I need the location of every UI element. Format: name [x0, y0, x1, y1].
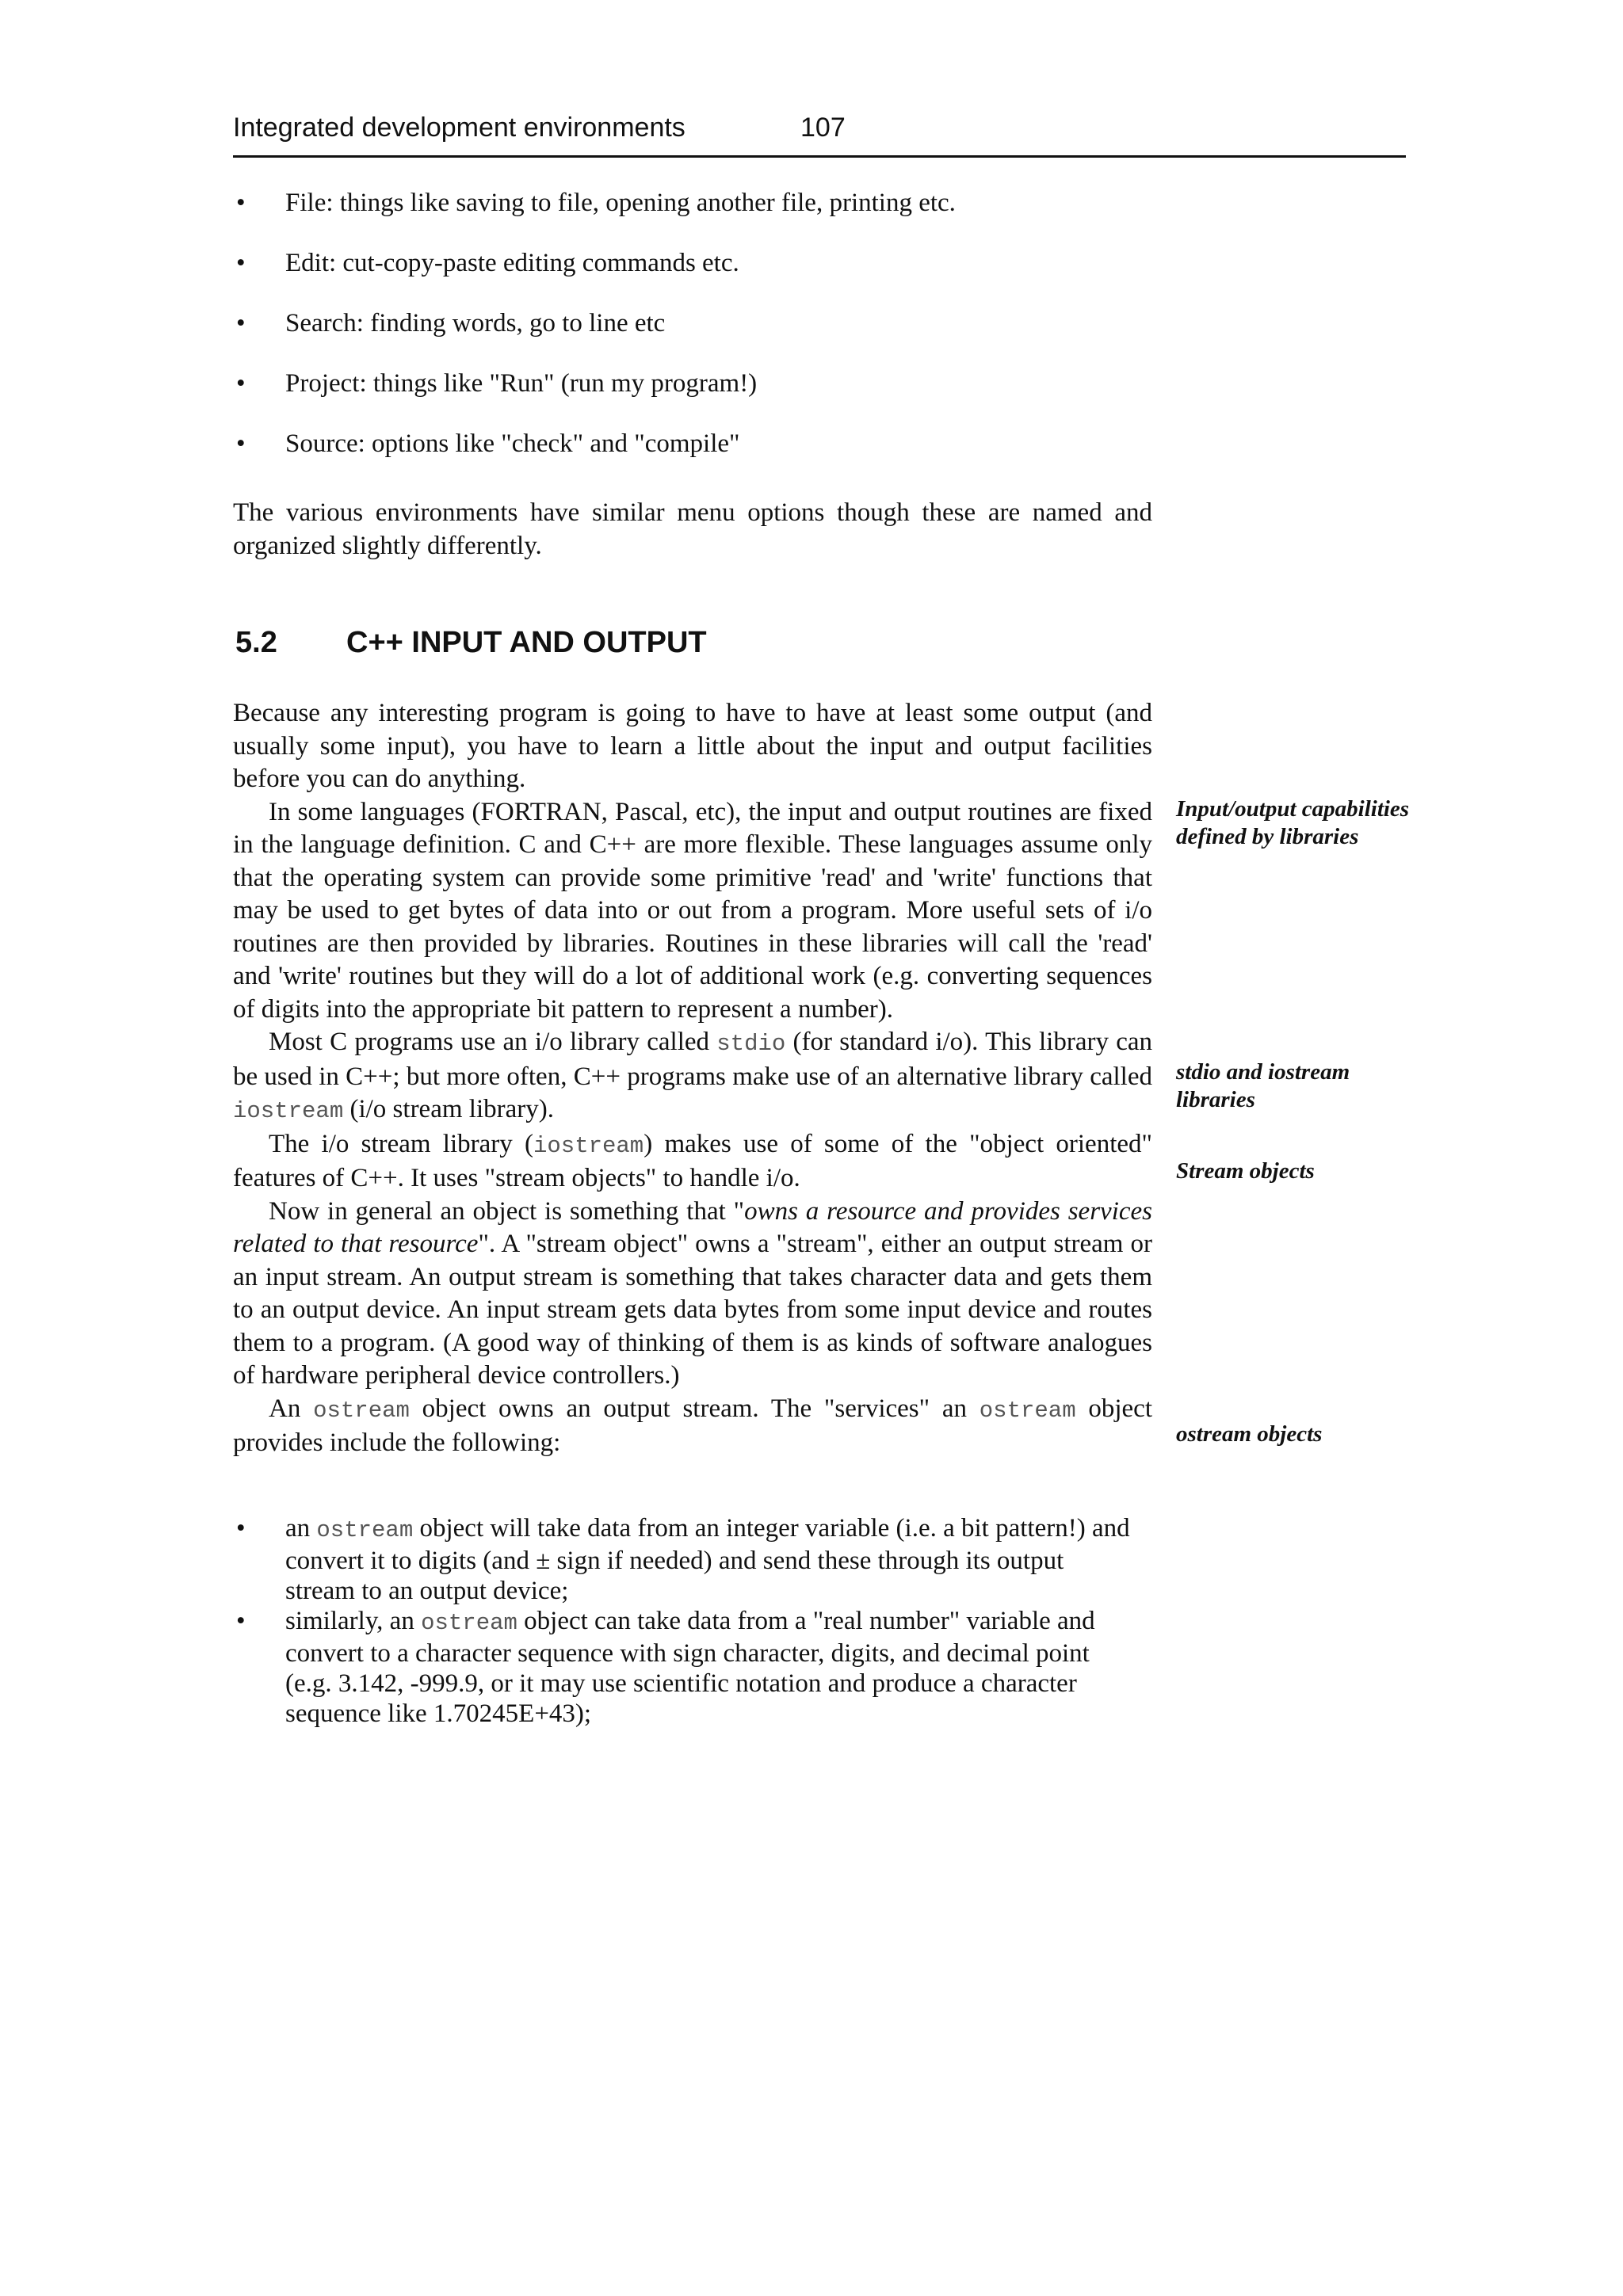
- code-ostream: ostream: [979, 1397, 1076, 1424]
- bullet-symbol: •: [236, 189, 246, 217]
- bullet-symbol: •: [236, 429, 246, 458]
- bullet-symbol: •: [236, 249, 246, 277]
- list-item-text: Edit: cut-copy-paste editing commands etc.: [285, 249, 739, 277]
- bullet-symbol: •: [236, 309, 246, 338]
- bullet-symbol: •: [236, 1607, 246, 1635]
- list-item: [233, 247, 1205, 280]
- intro-paragraph: The various environments have similar menu options though these are named and organized slightly differently.: [233, 498, 1152, 560]
- list-item-text: File: things like saving to file, opening another file, printing etc.: [285, 189, 956, 217]
- list-item-text: Project: things like "Run" (run my program!): [285, 369, 758, 398]
- section-title: C++ INPUT AND OUTPUT: [346, 626, 707, 659]
- margin-note-stdio-iostream: stdio and iostream libraries: [1176, 1059, 1350, 1112]
- list-item: [233, 428, 1205, 461]
- body-text: [233, 697, 1152, 1460]
- paragraph: The i/o stream library (iostream) makes use of some of the "object oriented" features of C++. It uses "stream objects" to handle i/o.: [233, 1129, 1152, 1192]
- code-ostream: ostream: [316, 1517, 414, 1543]
- code-ostream: ostream: [421, 1610, 517, 1636]
- margin-note-ostream-objects: ostream objects: [1176, 1421, 1323, 1447]
- section-heading: [235, 626, 707, 660]
- running-header: [233, 108, 1406, 158]
- list-item: • similarly, an ostream object can take data from a "real number" variable and convert to a character sequence with sign character, digits, and decimal point (e.g. 3.142, -999.9, or it may use scientific notation and produce a character sequence like 1.70245E+43);: [236, 1607, 1095, 1728]
- list-item: • an ostream object will take data from an integer variable (i.e. a bit pattern!) and convert it to digits (and ± sign if needed) and send these through its output stream to an output device;: [236, 1514, 1130, 1605]
- paragraph: Most C programs use an i/o library called stdio (for standard i/o). This library can be used in C++; but more often, C++ programs make use of an alternative library called iostream (i/o stream library).: [233, 1028, 1153, 1124]
- code-iostream: iostream: [233, 1098, 344, 1124]
- paragraph: An ostream object owns an output stream. The "services" an ostream object provides include the following:: [233, 1394, 1152, 1457]
- section-number: 5.2: [235, 626, 277, 659]
- code-ostream: ostream: [313, 1397, 410, 1424]
- paragraph: Because any interesting program is going to have to have at least some output (and usually some input), you have to learn a little about the input and output facilities before you can do anything.: [233, 699, 1152, 793]
- list-item-text: Source: options like "check" and "compile": [285, 429, 740, 458]
- list-item: [233, 187, 1205, 220]
- margin-note-io-libraries: Input/output capabilities defined by libraries: [1176, 796, 1410, 849]
- code-stdio: stdio: [716, 1031, 786, 1057]
- ostream-services-list: [233, 1513, 1136, 1729]
- list-item: [233, 307, 1205, 341]
- bullet-symbol: •: [236, 1514, 246, 1543]
- bullet-symbol: •: [236, 369, 246, 398]
- margin-note-stream-objects: Stream objects: [1176, 1158, 1315, 1184]
- paragraph: Now in general an object is something that "owns a resource and provides services related to that resource". A "stream object" owns a "stream", either an output stream or an input stream. An output stream is something that takes character data and gets them to an output device. An input stream gets data bytes from some input device and routes them to a program. (A good way of thinking of them is as kinds of software analogues of hardware peripheral device controllers.): [233, 1196, 1152, 1390]
- page-number: 107: [800, 113, 846, 143]
- chapter-title: Integrated development environments: [233, 113, 685, 143]
- emphasis-text: owns a resource and provides services related to that resource: [233, 1196, 1152, 1258]
- paragraph: In some languages (FORTRAN, Pascal, etc), the input and output routines are fixed in the language definition. C and C++ are more flexible. These languages assume only that the operating system can provide some primitive 'read' and 'write' functions that may be used to get bytes of data into or out from a program. More useful sets of i/o routines are then provided by libraries. Routines in these libraries will call the 'read' and 'write' routines but they will do a lot of additional work (e.g. converting sequences of digits into the appropriate bit pattern to represent a number).: [233, 797, 1152, 1024]
- list-item-text: Search: finding words, go to line etc: [285, 309, 666, 338]
- code-iostream: iostream: [533, 1132, 644, 1159]
- list-item: [233, 368, 1205, 401]
